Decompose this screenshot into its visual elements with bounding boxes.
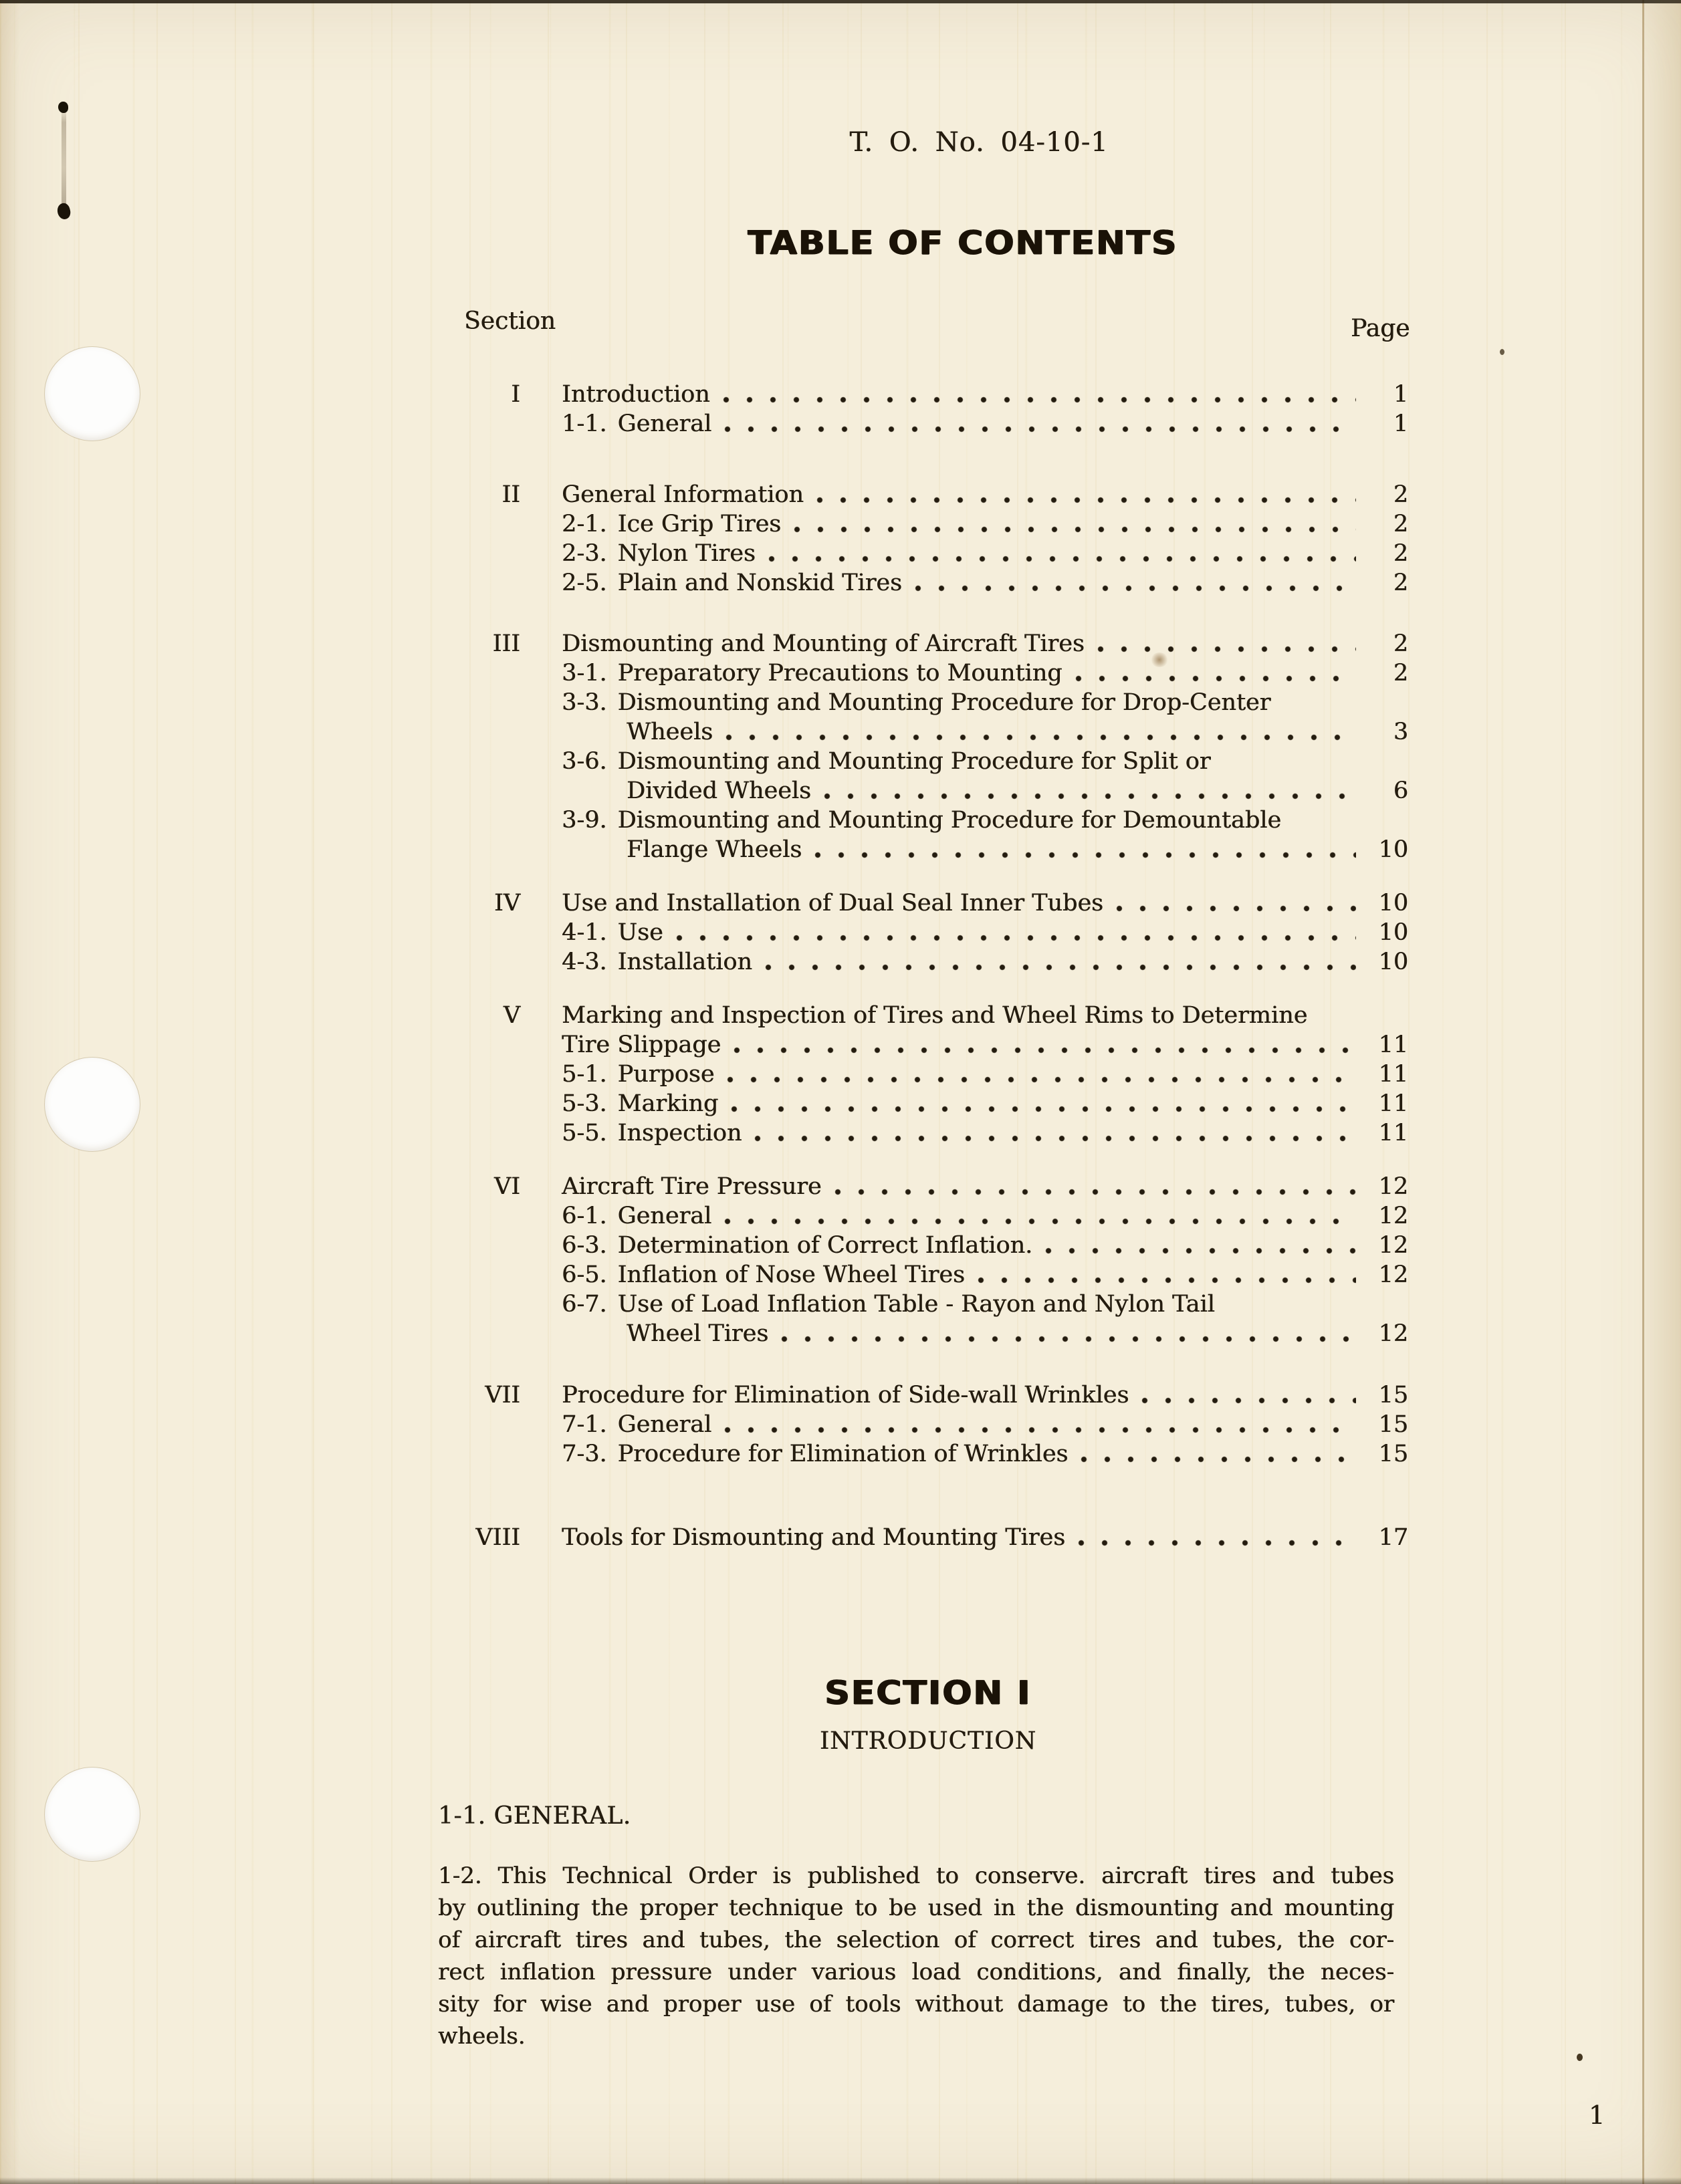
dot-leader	[914, 568, 1356, 598]
toc-page-number: 2	[1393, 540, 1408, 567]
toc-row	[401, 1060, 1408, 1089]
toc-row	[401, 629, 1408, 658]
toc-entry	[520, 1089, 1408, 1118]
toc-group	[401, 888, 1408, 977]
toc-entry-label: Preparatory Precautions to Mounting	[617, 660, 1062, 687]
toc-entry	[520, 888, 1408, 918]
dot-leader	[1115, 888, 1356, 918]
toc-entry-prefix: 4-1.	[562, 919, 607, 946]
toc-row	[401, 1523, 1408, 1552]
body-line: 1-2. This Technical Order is published to conserve. aircraft tires and tubes	[438, 1862, 1394, 1889]
toc-group	[401, 629, 1408, 864]
toc-page-number: 12	[1378, 1232, 1408, 1259]
section-1-subheading: INTRODUCTION	[819, 1727, 1037, 1755]
doc-number: T. O. No. 04-10-1	[849, 127, 1109, 158]
dot-leader	[733, 1030, 1356, 1060]
body-line: rect inflation pressure under various load conditions, and finally, the neces-	[438, 1959, 1394, 1985]
dot-leader	[723, 1410, 1356, 1439]
toc-row	[401, 1201, 1408, 1231]
toc-row	[401, 380, 1408, 409]
toc	[401, 380, 1408, 1552]
dot-leader	[768, 539, 1356, 568]
toc-group	[401, 1380, 1408, 1469]
toc-entry	[520, 918, 1408, 947]
toc-row	[401, 717, 1408, 747]
toc-row	[401, 888, 1408, 918]
toc-entry-label: Flange Wheels	[627, 836, 802, 863]
punch-hole-top	[45, 347, 140, 441]
paper-speck	[1577, 2054, 1583, 2061]
toc-entry	[520, 1118, 1408, 1148]
toc-page-number: 2	[1393, 511, 1408, 537]
toc-page-number: 10	[1378, 890, 1408, 917]
toc-entry-prefix: 3-1.	[562, 660, 607, 687]
toc-entry-label: Use	[617, 919, 663, 946]
ink-smudge	[56, 100, 71, 223]
toc-row	[401, 568, 1408, 598]
page-number: 1	[1588, 2100, 1605, 2130]
dot-leader	[814, 835, 1356, 864]
toc-entry-label: General Information	[562, 481, 804, 508]
body-line: sity for wise and proper use of tools without damage to the tires, tubes, or	[438, 1991, 1394, 2018]
toc-row	[401, 947, 1408, 977]
toc-page-number: 11	[1378, 1061, 1408, 1088]
toc-section-numeral: VI	[493, 1173, 520, 1200]
toc-page-number: 11	[1378, 1120, 1408, 1146]
toc-entry-prefix: 6-1.	[562, 1203, 607, 1229]
toc-entry-label: Divided Wheels	[627, 777, 811, 804]
dot-leader	[722, 380, 1356, 409]
toc-page-number: 17	[1378, 1524, 1408, 1551]
toc-entry	[520, 1231, 1408, 1260]
toc-entry-prefix: 6-7.	[562, 1291, 607, 1318]
toc-entry-label: Marking	[617, 1090, 719, 1117]
toc-entry	[520, 1060, 1408, 1089]
toc-entry-label: Tools for Dismounting and Mounting Tires	[562, 1524, 1066, 1551]
toc-page-number: 12	[1378, 1203, 1408, 1229]
dot-leader	[977, 1260, 1356, 1290]
toc-page-number: 10	[1378, 919, 1408, 946]
intro-paragraph	[438, 1860, 1394, 2052]
toc-row	[401, 1030, 1408, 1060]
toc-entry	[520, 688, 1408, 717]
dot-leader	[823, 776, 1356, 806]
toc-entry-label: Marking and Inspection of Tires and Wheel Rims to Determine	[562, 1002, 1308, 1029]
toc-entry	[520, 409, 1408, 439]
toc-page-number: 15	[1378, 1411, 1408, 1438]
dot-leader	[725, 717, 1356, 747]
toc-entry-label: Aircraft Tire Pressure	[562, 1173, 822, 1200]
toc-page-number: 1	[1393, 410, 1408, 437]
toc-page-number: 15	[1378, 1441, 1408, 1467]
toc-entry	[520, 509, 1408, 539]
body-line: wheels.	[438, 2023, 526, 2050]
toc-row	[401, 1439, 1408, 1469]
toc-section-numeral: V	[503, 1002, 520, 1029]
toc-page-number: 2	[1393, 481, 1408, 508]
toc-row	[401, 747, 1408, 776]
toc-entry-prefix: 7-3.	[562, 1441, 607, 1467]
toc-entry-prefix: 3-6.	[562, 748, 607, 775]
dot-leader	[723, 1201, 1356, 1231]
toc-entry-label: General	[617, 1411, 712, 1438]
toc-section-numeral: I	[511, 381, 520, 408]
body-line: by outlining the proper technique to be used in the dismounting and mounting	[438, 1895, 1394, 1921]
toc-section-numeral: II	[501, 481, 520, 508]
dot-leader	[754, 1118, 1356, 1148]
dot-leader	[1044, 1231, 1356, 1260]
toc-entry	[520, 480, 1408, 509]
toc-section-numeral: III	[492, 630, 520, 657]
toc-entry-prefix: 5-5.	[562, 1120, 607, 1146]
toc-entry	[520, 1319, 1408, 1348]
toc-entry	[520, 658, 1408, 688]
toc-entry	[520, 1439, 1408, 1469]
toc-entry-label: Determination of Correct Inflation.	[617, 1232, 1033, 1259]
paragraph-1-1-heading: 1-1. GENERAL.	[438, 1802, 631, 1830]
toc-entry	[520, 1380, 1408, 1410]
toc-entry	[520, 1290, 1408, 1319]
toc-row	[401, 1001, 1408, 1030]
punch-hole-bottom	[45, 1768, 140, 1861]
toc-row	[401, 1319, 1408, 1348]
toc-entry	[520, 1172, 1408, 1201]
toc-entry-label: Inflation of Nose Wheel Tires	[617, 1261, 965, 1288]
toc-entry	[520, 717, 1408, 747]
toc-page-number: 6	[1393, 777, 1408, 804]
toc-page-number: 3	[1393, 719, 1408, 745]
dot-leader	[730, 1089, 1356, 1118]
toc-entry-label: Wheel Tires	[627, 1320, 769, 1347]
toc-entry-prefix: 5-3.	[562, 1090, 607, 1117]
toc-row	[401, 480, 1408, 509]
toc-page-number: 11	[1378, 1090, 1408, 1117]
toc-entry-label: Tire Slippage	[562, 1032, 721, 1058]
toc-page-number: 2	[1393, 570, 1408, 596]
toc-entry-label: Procedure for Elimination of Wrinkles	[617, 1441, 1069, 1467]
toc-row	[401, 688, 1408, 717]
toc-entry-label: General	[617, 1203, 712, 1229]
dot-leader	[1141, 1380, 1356, 1410]
toc-entry-label: Use and Installation of Dual Seal Inner Tubes	[562, 890, 1104, 917]
toc-entry-label: General	[617, 410, 712, 437]
section-1-heading: SECTION I	[824, 1674, 1032, 1713]
toc-entry-prefix: 6-3.	[562, 1232, 607, 1259]
toc-row	[401, 1172, 1408, 1201]
toc-row	[401, 509, 1408, 539]
toc-page-number: 2	[1393, 660, 1408, 687]
toc-entry-prefix: 3-9.	[562, 807, 607, 834]
toc-entry-label: Dismounting and Mounting of Aircraft Tires	[562, 630, 1085, 657]
toc-section-numeral: VIII	[475, 1524, 520, 1551]
toc-entry-prefix: 1-1.	[562, 410, 607, 437]
toc-group	[401, 380, 1408, 439]
toc-page-number: 10	[1378, 949, 1408, 975]
toc-row	[401, 918, 1408, 947]
toc-entry-label: Installation	[617, 949, 752, 975]
toc-entry-prefix: 2-1.	[562, 511, 607, 537]
toc-entry-label: Dismounting and Mounting Procedure for Demountable	[617, 807, 1282, 834]
dot-leader	[726, 1060, 1356, 1089]
toc-page-number: 15	[1378, 1382, 1408, 1409]
dot-leader	[834, 1172, 1356, 1201]
toc-entry-label: Purpose	[617, 1061, 715, 1088]
toc-entry	[520, 835, 1408, 864]
toc-page-number: 12	[1378, 1173, 1408, 1200]
toc-entry	[520, 947, 1408, 977]
toc-entry-label: Ice Grip Tires	[617, 511, 782, 537]
dot-leader	[1075, 658, 1356, 688]
toc-page-number: 12	[1378, 1261, 1408, 1288]
dot-leader	[1080, 1439, 1356, 1469]
toc-entry-label: Dismounting and Mounting Procedure for Drop-Center	[617, 689, 1271, 716]
toc-entry-prefix: 2-3.	[562, 540, 607, 567]
paper-speck	[1500, 349, 1504, 355]
toc-entry-prefix: 3-3.	[562, 689, 607, 716]
toc-entry	[520, 1001, 1408, 1030]
toc-entry-label: Nylon Tires	[617, 540, 756, 567]
toc-group	[401, 1001, 1408, 1148]
punch-hole-middle	[45, 1058, 140, 1151]
toc-group	[401, 480, 1408, 598]
toc-entry-label: Use of Load Inflation Table - Rayon and Nylon Tail	[617, 1291, 1215, 1318]
toc-page-number: 11	[1378, 1032, 1408, 1058]
toc-entry-prefix: 4-3.	[562, 949, 607, 975]
toc-row	[401, 1290, 1408, 1319]
toc-entry	[520, 1410, 1408, 1439]
toc-page-number: 12	[1378, 1320, 1408, 1347]
toc-title: TABLE OF CONTENTS	[748, 224, 1178, 263]
toc-entry	[520, 1201, 1408, 1231]
toc-row	[401, 658, 1408, 688]
toc-group	[401, 1172, 1408, 1348]
toc-entry	[520, 629, 1408, 658]
toc-entry	[520, 776, 1408, 806]
dot-leader	[793, 509, 1356, 539]
toc-row	[401, 409, 1408, 439]
dot-leader	[764, 947, 1356, 977]
body-line: of aircraft tires and tubes, the selection of correct tires and tubes, the cor-	[438, 1927, 1394, 1953]
toc-entry-label: Inspection	[617, 1120, 742, 1146]
dot-leader	[816, 480, 1356, 509]
toc-section-numeral: VII	[485, 1382, 520, 1409]
toc-entry-prefix: 6-5.	[562, 1261, 607, 1288]
column-header-section: Section	[464, 308, 556, 335]
dot-leader	[1097, 629, 1356, 658]
toc-entry	[520, 380, 1408, 409]
toc-entry	[520, 747, 1408, 776]
toc-row	[401, 1231, 1408, 1260]
toc-row	[401, 1410, 1408, 1439]
column-header-page: Page	[1351, 315, 1410, 342]
toc-row	[401, 1380, 1408, 1410]
dot-leader	[780, 1319, 1356, 1348]
toc-entry	[520, 806, 1408, 835]
toc-entry-label: Dismounting and Mounting Procedure for Split or	[617, 748, 1211, 775]
toc-entry	[520, 1030, 1408, 1060]
toc-entry	[520, 1523, 1408, 1552]
toc-group	[401, 1523, 1408, 1552]
toc-entry-label: Introduction	[562, 381, 710, 408]
toc-row	[401, 806, 1408, 835]
toc-row	[401, 1118, 1408, 1148]
toc-row	[401, 835, 1408, 864]
toc-row	[401, 539, 1408, 568]
toc-entry-prefix: 5-1.	[562, 1061, 607, 1088]
toc-entry-prefix: 2-5.	[562, 570, 607, 596]
toc-entry-prefix: 7-1.	[562, 1411, 607, 1438]
toc-entry	[520, 539, 1408, 568]
toc-row	[401, 1089, 1408, 1118]
toc-entry-label: Procedure for Elimination of Side-wall Wrinkles	[562, 1382, 1129, 1409]
toc-entry	[520, 568, 1408, 598]
toc-row	[401, 776, 1408, 806]
toc-row	[401, 1260, 1408, 1290]
dot-leader	[1077, 1523, 1356, 1552]
dot-leader	[723, 409, 1356, 439]
toc-page-number: 2	[1393, 630, 1408, 657]
toc-page-number: 1	[1393, 381, 1408, 408]
toc-entry-label: Plain and Nonskid Tires	[617, 570, 902, 596]
toc-page-number: 10	[1378, 836, 1408, 863]
dot-leader	[675, 918, 1356, 947]
toc-entry-label: Wheels	[627, 719, 713, 745]
toc-section-numeral: IV	[493, 890, 520, 917]
toc-entry	[520, 1260, 1408, 1290]
